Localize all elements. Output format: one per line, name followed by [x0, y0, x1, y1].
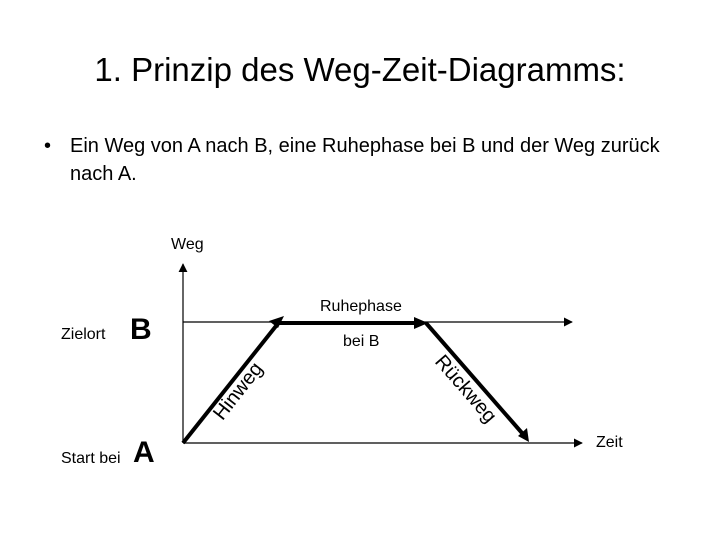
rest-label-line1: Ruhephase [320, 298, 402, 315]
bullet-text: Ein Weg von A nach B, eine Ruhephase bei B und der Weg zurück nach A. [70, 135, 660, 185]
return-segment [426, 323, 522, 433]
slide-title: 1. Prinzip des Weg-Zeit-Diagramms: [94, 51, 626, 88]
destination-letter: B [130, 313, 152, 346]
y-axis-label: Weg [171, 236, 204, 253]
bullet-dot: • [44, 135, 52, 157]
return-label: Rückweg [430, 350, 501, 428]
destination-text: Zielort [61, 326, 106, 343]
start-letter: A [133, 436, 155, 469]
x-axis-label: Zeit [596, 434, 623, 451]
rest-arrowhead [414, 317, 428, 329]
outbound-label: Hinweg [209, 358, 268, 425]
rest-label-line2: bei B [343, 333, 380, 350]
start-text: Start bei [61, 450, 121, 467]
